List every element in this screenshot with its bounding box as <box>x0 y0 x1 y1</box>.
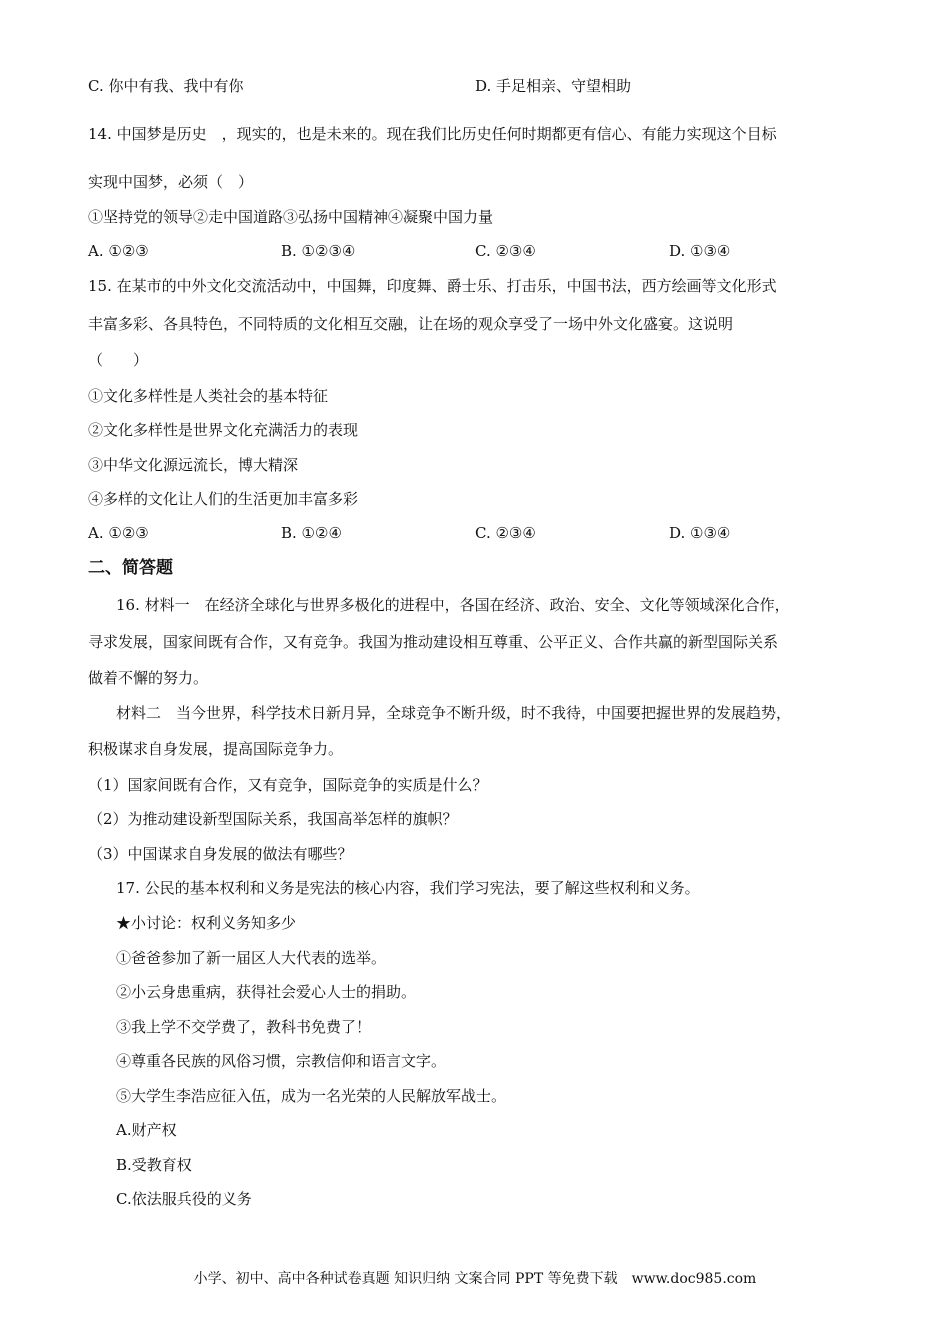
q13-option-c: C. 你中有我、我中有你 <box>88 77 244 95</box>
q16-question: （3）中国谋求自身发展的做法有哪些？ <box>88 845 353 863</box>
q16-material1-line2: 寻求发展，国家间既有合作，又有竞争。我国为推动建设相互尊重、公平正义、合作共赢的新型国际关系 <box>88 633 779 651</box>
q14-items: ①坚持党的领导②走中国道路③弘扬中国精神④凝聚中国力量 <box>88 208 494 226</box>
q17-item: ④尊重各民族的风俗习惯，宗教信仰和语言文字。 <box>116 1052 447 1070</box>
footer-text: 小学、初中、高中各种试卷真题 知识归纳 文案合同 PPT 等免费下载 www.doc985.com <box>193 1271 757 1287</box>
q14-option-d: D. ①③④ <box>669 242 731 260</box>
q15-option-a: A. ①②③ <box>88 524 149 542</box>
q15-stem-line2: 丰富多彩、各具特色，不同特质的文化相互交融，让在场的观众享受了一场中外文化盛宴。这说明 <box>88 315 734 333</box>
q16-question: （1）国家间既有合作，又有竞争，国际竞争的实质是什么？ <box>88 776 488 794</box>
q15-stem-line1: 15. 在某市的中外文化交流活动中，中国舞，印度舞、爵士乐、打击乐，中国书法，西方绘画等文化形式 <box>88 277 777 295</box>
q15-option-c: C. ②③④ <box>475 524 536 542</box>
q16-question: （2）为推动建设新型国际关系，我国高举怎样的旗帜？ <box>88 810 458 828</box>
q14-option-c: C. ②③④ <box>475 242 536 260</box>
q17-choice: C.依法服兵役的义务 <box>116 1190 252 1208</box>
q15-options <box>88 523 868 543</box>
section-title: 二、简答题 <box>88 558 173 578</box>
q15-item: ②文化多样性是世界文化充满活力的表现 <box>88 421 359 439</box>
q16-material2-line2: 积极谋求自身发展，提高国际竞争力。 <box>88 740 344 758</box>
q17-choice: A.财产权 <box>116 1121 177 1139</box>
q16-material1-line1: 16. 材料一 在经济全球化与世界多极化的进程中，各国在经济、政治、安全、文化等领域深化合作， <box>116 596 790 614</box>
q13-option-d: D. 手足相亲、守望相助 <box>475 77 632 95</box>
q14-stem-line2: 实现中国梦，必须（ ） <box>88 173 254 191</box>
q17-choice: B.受教育权 <box>116 1156 192 1174</box>
q15-item: ③中华文化源远流长，博大精深 <box>88 456 299 474</box>
q17-item: ①爸爸参加了新一届区人大代表的选举。 <box>116 949 387 967</box>
q17-item: ②小云身患重病，获得社会爱心人士的捐助。 <box>116 983 417 1001</box>
q15-item: ①文化多样性是人类社会的基本特征 <box>88 387 329 405</box>
q16-material1-line3: 做着不懈的努力。 <box>88 669 209 687</box>
q14-option-b: B. ①②③④ <box>281 242 356 260</box>
q14-stem-line1: 14. 中国梦是历史 ，现实的，也是未来的。现在我们比历史任何时期都更有信心、有能力实现这个目标 <box>88 125 777 143</box>
q15-item: ④多样的文化让人们的生活更加丰富多彩 <box>88 490 359 508</box>
q15-option-b: B. ①②④ <box>281 524 342 542</box>
q14-option-a: A. ①②③ <box>88 242 149 260</box>
q15-stem-line3: （ ） <box>88 351 149 369</box>
q17-item: ③我上学不交学费了，教科书免费了！ <box>116 1018 372 1036</box>
q14-options <box>88 241 868 261</box>
q17-stem: 17. 公民的基本权利和义务是宪法的核心内容，我们学习宪法，要了解这些权利和义务。 <box>116 879 700 897</box>
q15-option-d: D. ①③④ <box>669 524 731 542</box>
q16-material2-line1: 材料二 当今世界，科学技术日新月异，全球竞争不断升级，时不我待，中国要把握世界的发展趋势， <box>116 704 792 722</box>
q17-item: ⑤大学生李浩应征入伍，成为一名光荣的人民解放军战士。 <box>116 1087 507 1105</box>
q17-discussion: ★小讨论：权利义务知多少 <box>116 914 297 932</box>
q13-options <box>88 76 868 96</box>
